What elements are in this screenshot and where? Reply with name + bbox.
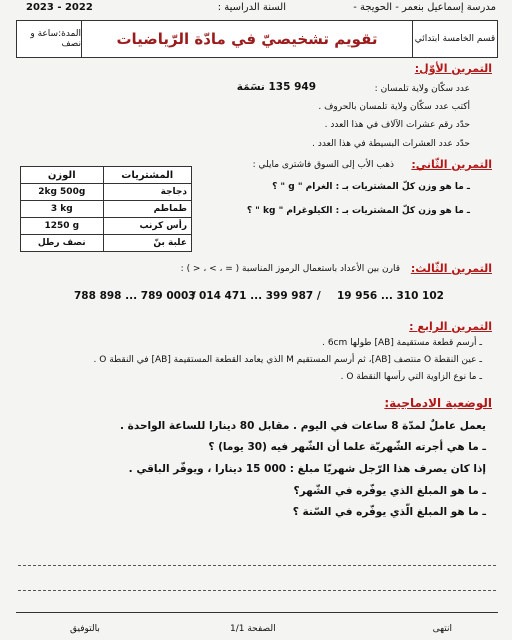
top-info-line: [18, 2, 496, 16]
table-cell-item: رأس كرنب: [103, 218, 192, 235]
duration-cell: [17, 21, 82, 57]
dashed-divider: [18, 590, 496, 591]
table-cell-item: علبة بنّ: [103, 235, 192, 252]
table-cell-weight: 3 kg: [21, 201, 104, 218]
dashed-divider: [18, 565, 496, 566]
table-cell-item: طماطم: [103, 201, 192, 218]
table-cell-weight: نصف رطل: [21, 235, 104, 252]
duration-text: المدة:ساعة و نصف: [30, 29, 81, 49]
title-cell: [82, 21, 413, 57]
ex1-title: التمرين الأوّل:: [414, 62, 492, 75]
class-cell: [413, 21, 497, 57]
table-cell-weight: 2kg 500g: [21, 184, 104, 201]
footer-good-luck: بالتوفيق: [70, 624, 100, 634]
purchases-table: [20, 166, 192, 252]
ex3-title: التمرين الثّالث:: [410, 262, 492, 275]
footer-end: انتهى: [432, 624, 452, 634]
footer-page: الصفحة 1/1: [230, 624, 276, 634]
ex2-question-grams: ـ ما هو وزن كلّ المشتريات بـ : الغرام " g " ؟: [272, 182, 470, 192]
ex4-item-1: ـ أرسم قطعة مستقيمة [AB] طولها 6cm .: [322, 338, 482, 348]
school-name: مدرسة إسماعيل بنعمر - الحويجة -: [353, 2, 496, 13]
ex1-item-2: حدّد رقم عشرات الآلاف في هذا العدد .: [324, 120, 470, 130]
school-year: 2023 - 2022: [26, 2, 93, 13]
ex4-title: التمرين الرابع :: [409, 320, 492, 333]
school-year-label: السنة الدراسية :: [217, 2, 286, 13]
table-cell-weight: 1250 g: [21, 218, 104, 235]
exam-title: تقويم تشخيصيّ في مادّة الرّياضيات: [116, 30, 378, 48]
class-text: قسم الخامسة ابتدائي: [414, 34, 496, 44]
ex5-line-1: يعمل عاملٌ لمدّة 8 ساعات في اليوم . مقابل 80 دينارا للساعة الواحدة .: [120, 420, 486, 432]
ex4-item-3: ـ ما نوع الزاوية التي رأسها النقطة O .: [340, 372, 482, 382]
table-header-item: المشتريات: [103, 167, 192, 184]
table-row: [21, 184, 192, 201]
ex5-line-2: ـ ما هي أجرته الشّهريّة علما أن الشّهر فيه (30 يوما) ؟: [208, 441, 486, 453]
ex1-intro: عدد سكّان ولاية تلمسان :: [374, 84, 470, 94]
comparison-1: 19 956 ... 310 102: [337, 290, 444, 302]
footer-divider: [16, 612, 498, 613]
comparison-2: 3 014 471 ... 399 987 /: [188, 290, 321, 302]
ex2-question-kilograms: ـ ما هو وزن كلّ المشتريات بـ : الكيلوغرام " kg " ؟: [246, 206, 470, 216]
table-row: [21, 218, 192, 235]
table-header-row: [21, 167, 192, 184]
table-row: [21, 201, 192, 218]
ex5-line-4: ـ ما هو المبلغ الذي يوفّره في الشّهر؟: [293, 485, 486, 497]
ex2-intro: ذهب الأب إلى السوق فاشترى مايلي :: [252, 160, 394, 170]
comparison-3: 788 898 ... 789 000 /: [74, 290, 196, 302]
ex5-line-3: إذا كان يصرف هذا الرّجل شهريّا مبلغ : 000 15 دينارا ، ويوفّر الباقي .: [128, 463, 486, 475]
ex5-line-5: ـ ما هو المبلغ الّذي يوفّره في السّنة ؟: [292, 506, 486, 518]
ex1-item-3: حدّد عدد العشرات البسيطة في هذا العدد .: [312, 139, 470, 149]
ex5-title: الوضعية الادماجية:: [384, 396, 492, 410]
table-header-weight: الوزن: [21, 167, 104, 184]
ex1-item-1: أكتب عدد سكّان ولاية تلمسان بالحروف .: [318, 102, 470, 112]
ex4-item-2: ـ عين النقطة O منتصف [AB]، ثم أرسم المستقيم M الذي يعامد القطعة المستقيمة [AB] في النقطة O .: [93, 355, 482, 365]
ex3-intro: قارن بين الأعداد باستعمال الرموز المناسبة ( = ، > ، < ) :: [180, 264, 400, 274]
table-cell-item: دجاجة: [103, 184, 192, 201]
table-row: [21, 235, 192, 252]
ex1-number: 949 135 نسَمَة: [236, 81, 316, 93]
ex2-title: التمرين الثّاني:: [411, 158, 492, 171]
exam-header: [16, 20, 498, 58]
